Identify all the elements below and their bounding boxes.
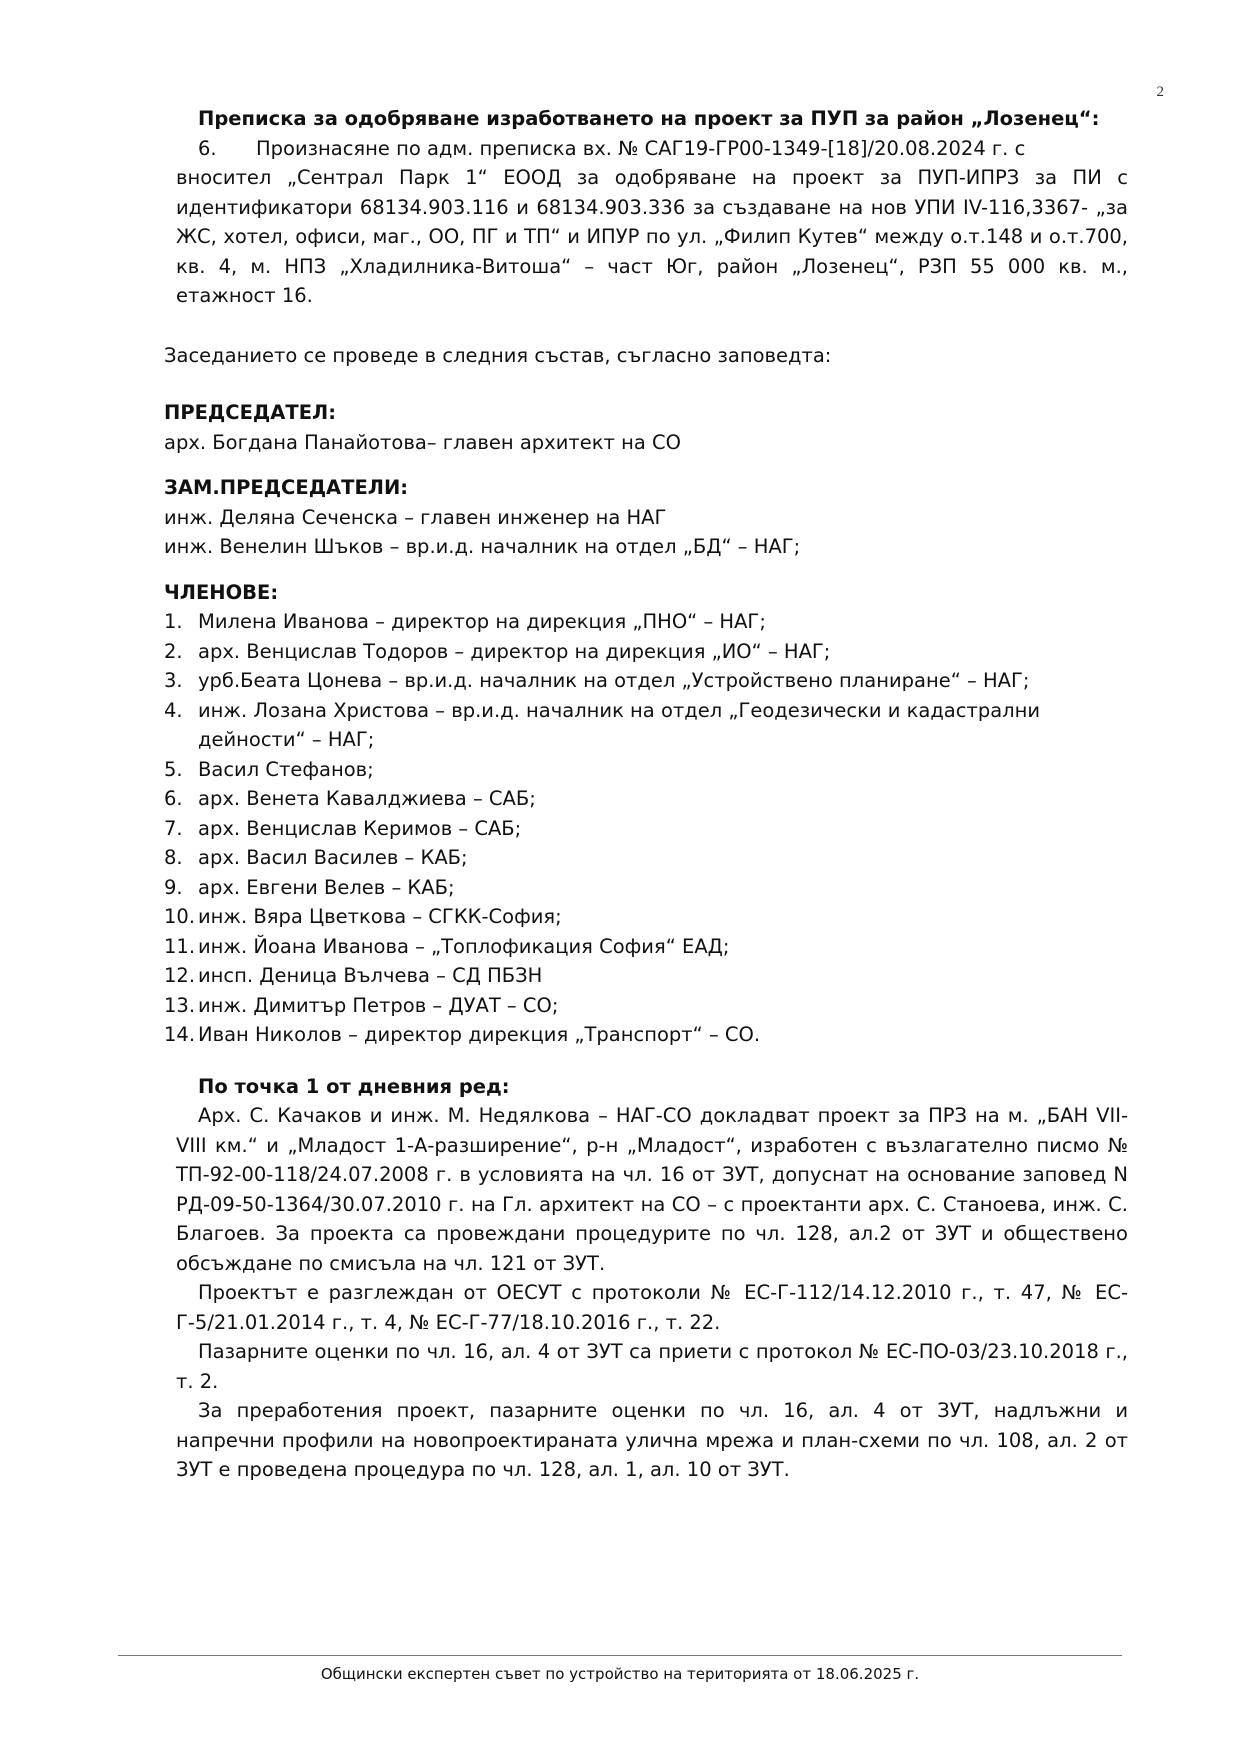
deputy-item: инж. Деляна Сеченска – главен инженер на НАГ — [164, 505, 667, 529]
member-item: 9. арх. Евгени Велев – КАБ; — [164, 875, 455, 899]
members-label: ЧЛЕНОВЕ: — [164, 580, 279, 604]
chairman-label: ПРЕДСЕДАТЕЛ: — [164, 401, 337, 424]
member-item: 2. арх. Венцислав Тодоров – директор на дирекция „ИО“ – НАГ; — [164, 639, 831, 663]
point1-paragraph: Арх. С. Качаков и инж. М. Недялкова – НАГ-СО докладват проект за ПРЗ на м. „БАН VII-VIII км.“ и „Младост 1-А-разширение“, р-н „Младост“, изработен с възлагателно писмо № ТП-92-00-118/24.07.2008 г. в условията на чл. 16 от ЗУТ, допуснат на основание заповед N РД-09-50-1364/30.07.2010 г. на Гл. архитект на СО – с проектанти арх. С. Станоева, инж. С. Благоев. За проекта са провеждани процедурите по чл. 128, ал.2 от ЗУТ и обществено обсъждане по смисъла на чл. 121 от ЗУТ. — [176, 1104, 1128, 1275]
section-heading: Преписка за одобряване изработването на проект за ПУП за район „Лозенец“: — [198, 107, 1100, 130]
member-item: 4. инж. Лозана Христова – вр.и.д. началник на отдел „Геодезически и кадастрални дейности“ – НАГ; — [164, 698, 1041, 751]
member-item: 3. урб.Беата Цонева – вр.и.д. началник на отдел „Устройствено планиране“ – НАГ; — [164, 669, 1030, 692]
member-item: 14. Иван Николов – директор дирекция „Транспорт“ – СО. — [164, 1023, 761, 1046]
agenda-item-text: вносител „Сентрал Парк 1“ ЕООД за одобряване на проект за ПУП-ИПРЗ за ПИ с идентификатори 68134.903.116 и 68134.903.336 за създаване на нов УПИ IV-116,3367- „за ЖС, хотел, офиси, маг., ОО, ПГ и ТП“ и ИПУР по ул. „Филип Кутев“ между о.т.148 и о.т.700, кв. 4, м. НПЗ „Хладилника-Витоша“ – част Юг, район „Лозенец“, РЗП 55 000 кв. м., етажност 16. — [176, 166, 1128, 307]
member-item: 8. арх. Васил Василев – КАБ; — [164, 846, 468, 869]
member-item: 1. Милена Иванова – директор на дирекция „ПНО“ – НАГ; — [164, 610, 766, 633]
point1-paragraph: Пазарните оценки по чл. 16, ал. 4 от ЗУТ са приети с протокол № ЕС-ПО-03/23.10.2018 г., т. 2. — [176, 1340, 1128, 1393]
deputies-label: ЗАМ.ПРЕДСЕДАТЕЛИ: — [164, 476, 409, 499]
agenda-item-first-line: Произнасяне по адм. преписка вх. № САГ19-ГР00-1349-[18]/20.08.2024 г. с — [256, 136, 1026, 160]
member-item: 13. инж. Димитър Петров – ДУАТ – СО; — [164, 993, 559, 1017]
deputy-item: инж. Венелин Шъков – вр.и.д. началник на отдел „БД“ – НАГ; — [164, 535, 801, 558]
page-footer: Общински експертен съвет по устройство на територията от 18.06.2025 г. — [320, 1665, 920, 1683]
members-list — [164, 607, 1128, 1050]
member-item: 7. арх. Венцислав Керимов – САБ; — [164, 816, 522, 840]
member-item: 11. инж. Йоана Иванова – „Топлофикация София“ ЕАД; — [164, 934, 730, 958]
agenda-item-6 — [176, 134, 1128, 164]
point1-paragraph: За преработения проект, пазарните оценки по чл. 16, ал. 4 от ЗУТ, надлъжни и напречни профили на новопроектираната улична мрежа и план-схеми по чл. 108, ал. 2 от ЗУТ е проведена процедура по чл. 128, ал. 1, ал. 10 от ЗУТ. — [176, 1399, 1128, 1481]
point1-heading: По точка 1 от дневния ред: — [198, 1074, 510, 1098]
chairman-name: арх. Богдана Панайотова– главен архитект на СО — [164, 430, 681, 454]
point1-paragraph: Проектът е разглеждан от ОЕСУТ с протоколи № ЕС-Г-112/14.12.2010 г., т. 47, № ЕС-Г-5/21.01.2014 г., т. 4, № ЕС-Г-77/18.10.2016 г., т. 22. — [176, 1281, 1128, 1334]
page-content — [164, 104, 1128, 1485]
session-intro: Заседанието се проведе в следния състав, съгласно заповедта: — [164, 343, 832, 367]
agenda-item-number: 6. — [198, 136, 217, 160]
member-item: 5. Васил Стефанов; — [164, 757, 374, 781]
page-number: 2 — [1156, 84, 1164, 100]
member-item: 6. арх. Венета Кавалджиева – САБ; — [164, 787, 536, 810]
member-item: 12. инсп. Деница Вълчева – СД ПБЗН — [164, 964, 543, 987]
member-item: 10. инж. Вяра Цветкова – СГКК-София; — [164, 905, 562, 928]
footer-divider — [118, 1655, 1122, 1656]
